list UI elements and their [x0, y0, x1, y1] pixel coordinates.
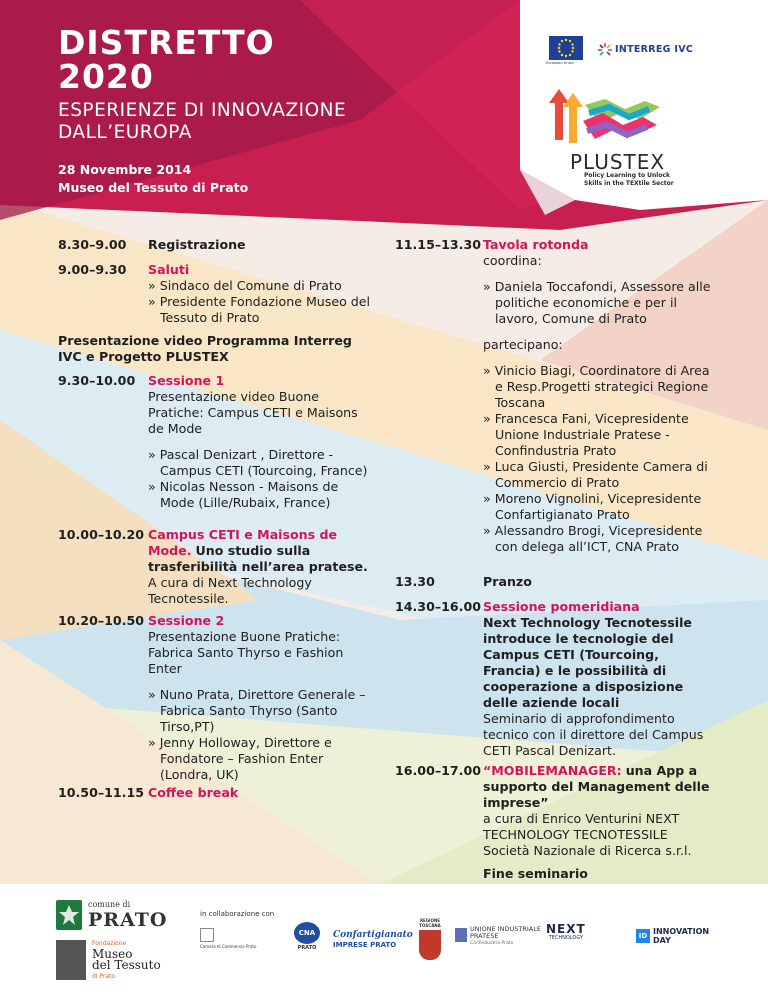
plustex-name: PLUSTEX: [570, 150, 666, 174]
plustex-tagline-2: Skills in the TEXtile Sector: [584, 180, 674, 187]
campus-ceti-bold: Uno studio sulla trasferibilità nell’area pratese.: [148, 543, 368, 574]
saluti-item-1: » Sindaco del Comune di Prato: [148, 278, 342, 293]
comune-prato-label: PRATO: [88, 909, 168, 931]
title-line-1: DISTRETTO: [58, 23, 275, 62]
confartigianato-logo: [333, 930, 413, 950]
registrazione-label: Registrazione: [148, 237, 246, 252]
participant-4: » Moreno Vignolini, Vicepresidente Confartigianato Prato: [483, 491, 702, 522]
di-prato-label: di Prato: [92, 973, 116, 980]
participant-1: » Vinicio Biagi, Coordinatore di Area e Resp.Progetti strategici Regione Toscana: [483, 363, 710, 410]
camera-commercio-label: Camera di Commercio Prato: [200, 944, 257, 949]
participant-3: » Luca Giusti, Presidente Camera di Commercio di Prato: [483, 459, 708, 490]
regione-toscana-label: REGIONE TOSCANA: [419, 918, 441, 928]
tavola-rotonda-title: Tavola rotonda: [483, 237, 589, 252]
subtitle-line-1: ESPERIENZE DI INNOVAZIONE: [58, 100, 347, 121]
mobilemanager-bold: una App a supporto del Management delle imprese”: [483, 763, 710, 810]
regione-toscana-logo: [416, 918, 444, 960]
event-title: [58, 23, 275, 96]
imprese-prato-label: IMPRESE PRATO: [333, 941, 397, 949]
innovation-day-logo: [653, 927, 709, 945]
sessione-pomeridiana-block: [483, 599, 713, 759]
cna-sub-label: PRATO: [297, 945, 317, 951]
saluti-title: Saluti: [148, 262, 190, 277]
museo-tessuto-logo: [92, 938, 161, 982]
innovation-day-id-badge: ID: [636, 929, 650, 943]
partecipano-label: partecipano:: [483, 337, 563, 352]
cna-badge: CNA: [294, 922, 320, 944]
sessione-2-block: [148, 613, 378, 783]
saluti-block: [148, 262, 378, 326]
sessione-2-title: Sessione 2: [148, 613, 225, 628]
coordina-label: coordina:: [483, 253, 542, 268]
sessione-pomeridiana-title: Sessione pomeridiana: [483, 599, 640, 614]
comune-prato-logo: [88, 900, 167, 931]
time-8-30: 8.30–9.00: [58, 237, 127, 252]
unione-industriale-crest-icon: [455, 928, 467, 942]
mobilemanager-title: “MOBILEMANAGER:: [483, 763, 622, 778]
del-tessuto-label: del Tessuto: [92, 958, 161, 972]
mobilemanager-desc: a cura di Enrico Venturini NEXT TECHNOLOGY TECNOTESSILE Società Nazionale di Ricerca s.r.l.: [483, 811, 692, 858]
pranzo-label: Pranzo: [483, 574, 532, 589]
saluti-item-2: » Presidente Fondazione Museo del Tessuto di Prato: [148, 294, 371, 325]
sessione-1-desc: Presentazione video Buone Pratiche: Campus CETI e Maisons de Mode: [148, 389, 358, 436]
comune-prato-crest-icon: [56, 900, 82, 930]
time-9-30: 9.30–10.00: [58, 373, 136, 388]
participant-2: » Francesca Fani, Vicepresidente Unione Industriale Pratese - Confindustria Prato: [483, 411, 689, 458]
next-label: NEXT: [546, 922, 586, 936]
sessione-1-speaker-2: » Nicolas Nesson - Maisons de Mode (Lille/Rubaix, France): [148, 479, 339, 510]
event-date-venue: [58, 161, 248, 197]
unione-label-1: UNIONE INDUSTRIALE: [470, 925, 541, 933]
video-heading: Presentazione video Programma Interreg IVC e Progetto PLUSTEX: [58, 333, 352, 364]
sessione-2-speaker-1: » Nuno Prata, Direttore Generale – Fabrica Santo Thyrso (Santo Tirso,PT): [148, 687, 366, 734]
interreg-star-icon: [598, 42, 612, 56]
sessione-1-title: Sessione 1: [148, 373, 225, 388]
confartigianato-label: Confartigianato: [333, 930, 413, 940]
campus-ceti-block: [148, 527, 373, 607]
time-10-50: 10.50–11.15: [58, 785, 144, 800]
sessione-1-block: [148, 373, 368, 511]
fondazione-label: Fondazione: [92, 940, 127, 947]
participant-5: » Alessandro Brogi, Vicepresidente con delega all’ICT, CNA Prato: [483, 523, 703, 554]
time-9-00: 9.00–9.30: [58, 262, 127, 277]
fine-seminario-label: Fine seminario: [483, 866, 588, 881]
tavola-rotonda-block: [483, 237, 718, 555]
event-venue: Museo del Tessuto di Prato: [58, 180, 249, 195]
plustex-mark-icon: [545, 85, 665, 147]
coordina-speaker: » Daniela Toccafondi, Assessore alle politiche economiche e per il lavoro, Comune di Prato: [483, 279, 711, 326]
mobilemanager-block: [483, 763, 713, 859]
museo-tessuto-crest-icon: [56, 940, 86, 980]
campus-ceti-desc: A cura di Next Technology Tecnotessile.: [148, 575, 312, 606]
collaborazione-label: in collaborazione con: [200, 910, 275, 918]
campus-ceti-title: Campus CETI e Maisons de Mode.: [148, 527, 338, 558]
time-16-00: 16.00–17.00: [395, 763, 481, 778]
time-11-15: 11.15–13.30: [395, 237, 481, 252]
subtitle-line-2: DALL’EUROPA: [58, 122, 192, 143]
title-line-2: 2020: [58, 57, 154, 96]
cna-logo: [292, 922, 322, 952]
plustex-logo-text: [570, 150, 665, 174]
sessione-pomeridiana-bold: Next Technology Tecnotessile introduce le tecnologie del Campus CETI (Tourcoing, Francia) e le possibilità di cooperazione a disposizione delle aziende locali: [483, 615, 692, 710]
day-label: DAY: [653, 936, 671, 945]
sessione-2-desc: Presentazione Buone Pratiche: Fabrica Santo Thyrso e Fashion Enter: [148, 629, 344, 676]
technology-label: TECHNOLOGY: [548, 935, 584, 941]
time-14-30: 14.30–16.00: [395, 599, 481, 614]
innovation-label: INNOVATION: [653, 927, 710, 936]
time-13-30: 13.30: [395, 574, 435, 589]
museo-label: Museo: [92, 947, 133, 961]
plustex-tagline: [584, 172, 674, 188]
eu-caption: European Union: [546, 61, 574, 65]
sessione-pomeridiana-desc: Seminario di approfondimento tecnico con il direttore del Campus CETI Pascal Denizart.: [483, 711, 704, 758]
plustex-tagline-1: Policy Learning to Unlock: [584, 172, 671, 179]
eu-stars-icon: [549, 36, 583, 60]
next-technology-logo: [546, 924, 586, 941]
unione-industriale-logo: [470, 926, 541, 947]
comune-di-label: comune di: [88, 900, 131, 909]
sessione-2-speaker-2: » Jenny Holloway, Direttore e Fondatore – Fashion Enter (Londra, UK): [148, 735, 332, 782]
event-date: 28 Novembre 2014: [58, 162, 192, 177]
camera-commercio-logo: [200, 928, 260, 949]
unione-label-3: Confindustria Prato: [470, 941, 514, 946]
time-10-20: 10.20–10.50: [58, 613, 144, 628]
time-10-00: 10.00–10.20: [58, 527, 144, 542]
interreg-logo-text: INTERREG IVC: [615, 44, 694, 55]
coffee-break-label: Coffee break: [148, 785, 239, 800]
event-subtitle: [58, 100, 346, 144]
unione-label-2: PRATESE: [470, 932, 499, 940]
sessione-1-speaker-1: » Pascal Denizart , Direttore - Campus CETI (Tourcoing, France): [148, 447, 368, 478]
eu-flag-logo: [549, 36, 583, 60]
